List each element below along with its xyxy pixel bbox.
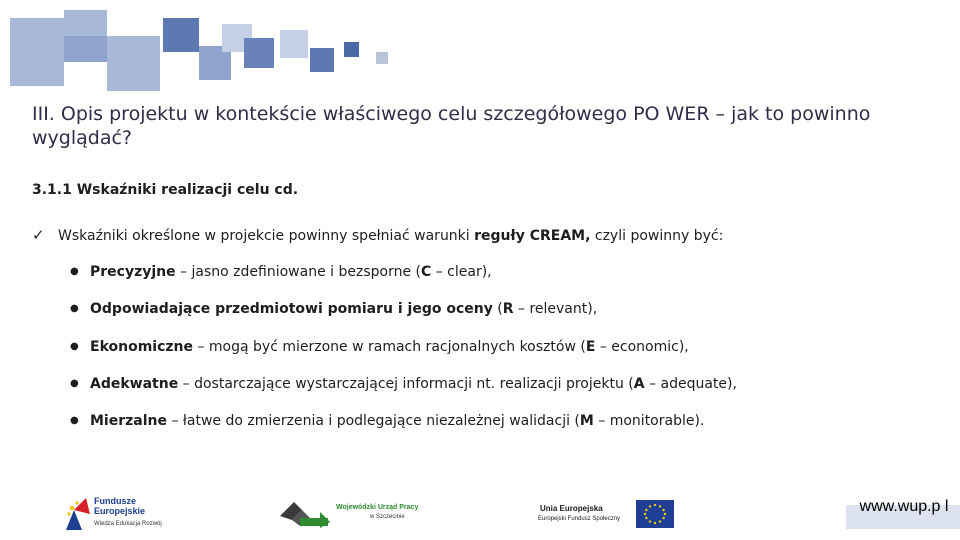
bullet-letter: C	[420, 264, 432, 280]
list-item	[70, 264, 492, 280]
bullet-icon: ●	[70, 341, 79, 352]
decor-square	[244, 38, 274, 68]
bullet-icon: ●	[70, 266, 79, 277]
ue-line1: Unia Europejska	[540, 504, 603, 513]
bullet-icon: ●	[70, 378, 79, 389]
bullet-tail: – economic),	[595, 339, 689, 355]
wup-line1: Wojewódzki Urząd Pracy	[336, 504, 419, 511]
ue-logo	[538, 494, 678, 532]
bullet-tail: – clear),	[431, 264, 492, 280]
decor-square	[280, 30, 308, 58]
bullet-letter: E	[585, 339, 596, 355]
decor-square	[10, 18, 64, 86]
bullet-term: Adekwatne	[90, 376, 179, 392]
bullet-term: Odpowiadające przedmiotowi pomiaru i jego oceny	[90, 301, 493, 317]
list-item	[70, 301, 597, 317]
bullet-term: Mierzalne	[90, 413, 167, 429]
page-title: III. Opis projektu w kontekście właściwego celu szczegółowego PO WER – jak to powinno wyglądać?	[32, 103, 871, 149]
list-item	[70, 413, 704, 429]
bullet-tail: – monitorable).	[593, 413, 705, 429]
list-item	[70, 339, 689, 355]
fe-line2: Europejskie	[94, 506, 146, 516]
fe-line1: Fundusze	[94, 496, 136, 506]
decor-square	[376, 52, 388, 64]
bullet-text: – łatwe do zmierzenia i podlegające niezależnej walidacji (	[167, 413, 580, 429]
decor-square	[64, 36, 107, 62]
bullet-term: Precyzyjne	[90, 264, 176, 280]
website-url[interactable]: www.wup.p l	[859, 498, 949, 515]
bullet-text: (	[492, 301, 503, 317]
decor-square	[107, 36, 160, 91]
wup-emblem-icon	[280, 498, 330, 528]
bullet-icon: ●	[70, 415, 79, 426]
main-point-text-bold: reguły CREAM,	[474, 228, 591, 244]
bullet-text: – dostarczające wystarczającej informacji nt. realizacji projektu (	[178, 376, 634, 392]
wup-logo	[280, 494, 430, 532]
bullet-text: – jasno zdefiniowane i bezsporne (	[175, 264, 421, 280]
fe-emblem-icon	[64, 494, 94, 532]
list-item	[70, 376, 737, 392]
eu-flag-icon	[636, 500, 674, 528]
ue-line2: Europejski Fundusz Społeczny	[538, 516, 621, 522]
bullet-tail: – relevant),	[513, 301, 598, 317]
bullet-tail: – adequate),	[644, 376, 737, 392]
wup-line2: w Szczecinie	[370, 514, 405, 520]
section-subtitle: 3.1.1 Wskaźniki realizacji celu cd.	[32, 182, 299, 198]
bullet-text: – mogą być mierzone w ramach racjonalnych kosztów (	[193, 339, 586, 355]
fundusze-europejskie-logo	[64, 494, 184, 532]
bullet-letter: R	[502, 301, 514, 317]
bullet-letter: M	[579, 413, 594, 429]
bullet-term: Ekonomiczne	[90, 339, 193, 355]
fe-line3: Wiedza Edukacja Rozwój	[94, 521, 162, 527]
bullet-icon: ●	[70, 303, 79, 314]
main-point	[32, 226, 723, 244]
check-icon: ✓	[32, 226, 45, 244]
decor-square	[310, 48, 334, 72]
main-point-text-after: czyli powinny być:	[590, 228, 724, 244]
decor-square	[163, 18, 199, 52]
main-point-text-before: Wskaźniki określone w projekcie powinny spełniać warunki	[58, 228, 475, 244]
decor-square	[344, 42, 359, 57]
bullet-letter: A	[633, 376, 645, 392]
